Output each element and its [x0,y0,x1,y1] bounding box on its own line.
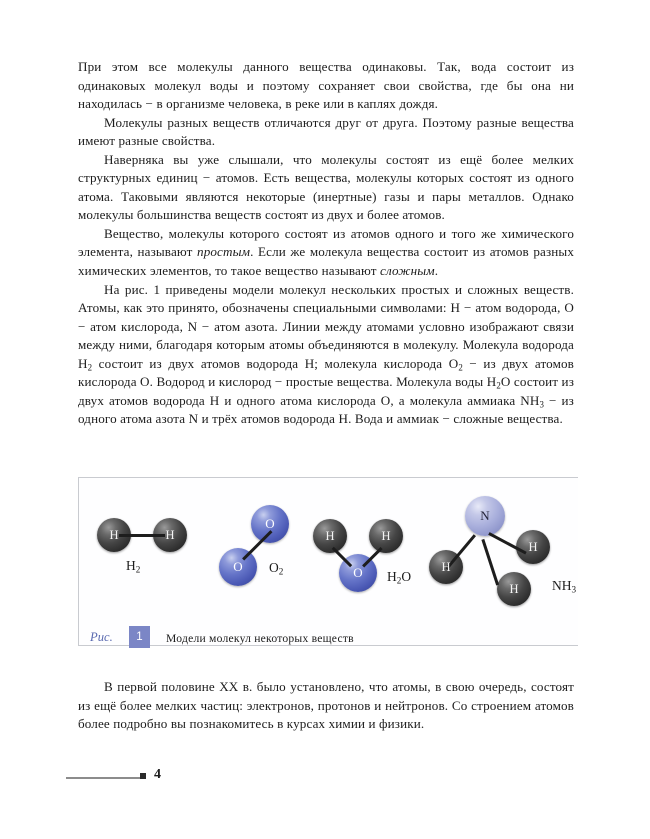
term-prostym: простым [197,244,251,260]
caption-label: Рис. [90,630,113,644]
atom-oxygen-center: O [339,554,377,592]
term-slozhnym: сложным [380,263,435,279]
atom-hydrogen-1: H [97,518,131,552]
subscript-nh3: 3 [539,399,545,410]
body-text-top [78,58,574,429]
paragraph-2: Молекулы разных веществ отличаются друг от друга. Поэтому разные вещества имеют разные свойства. [78,114,574,149]
atom-hydrogen-a: H [429,550,463,584]
formula-o2: $O_2$ [269,560,284,577]
atom-nitrogen: N [465,496,505,536]
atom-hydrogen-2: H [153,518,187,552]
atom-hydrogen-b: H [497,572,531,606]
subscript-h2o: 2 [496,380,501,391]
paragraph-3: Наверняка вы уже слышали, что молекулы состоят из ещё более мелких структурных единиц − атомов. Есть вещества, молекулы которых состоят из одного атома. Таковыми являются некоторые (инертные) газы и пары металлов. Однако молекулы большинства веществ состоят из двух и более атомов. [78,151,574,223]
atom-oxygen-1: O [251,505,289,543]
atom-hydrogen-left: H [313,519,347,553]
water-molecule [307,513,437,598]
paragraph-4: Вещество, молекулы которого состоят из атомов одного и того же химического элемента, называют простым. Если же молекула вещества состоит из атомов разных химических элементов, то такое вещество называют сложным. [78,225,574,279]
subscript-h2: 2 [87,362,93,373]
page-footer [66,767,206,786]
paragraph-6: В первой половине XX в. было установлено, что атомы, в свою очередь, состоят из ещё более мелких частиц: электронов, протонов и нейтронов. Со строением атомов более подробно вы познакомитесь в курсах химии и физики. [78,679,574,732]
body-text-bottom [78,678,574,734]
atom-hydrogen-right: H [369,519,403,553]
formula-h2o: $H_2O$ [387,569,412,586]
figure-1 [78,477,578,645]
hydrogen-molecule [93,508,203,578]
figure-caption [78,628,578,650]
page-number: 4 [154,767,161,782]
caption-text: Модели молекул некоторых веществ [166,632,354,645]
subscript-o2: 2 [458,362,463,373]
ammonia-molecule [427,494,577,614]
bond-h-h [119,534,165,537]
paragraph-1: При этом все молекулы данного вещества одинаковы. Так, вода состоит из одинаковых молекул воды и поэтому сохраняет свои свойства, где бы она ни находилась − в организме человека, в реке или в каплях дождя. [78,59,574,112]
atom-oxygen-2: O [219,548,257,586]
formula-nh3: $NH_3$ [552,578,577,595]
atom-hydrogen-c: H [516,530,550,564]
caption-number-badge: 1 [129,626,150,648]
footer-rule [66,777,140,779]
bond-n-h-bottom [482,539,499,585]
formula-h2: $H_2$ [126,558,141,575]
footer-square-marker [140,773,146,779]
paragraph-5: На рис. 1 приведены модели молекул нескольких простых и сложных веществ. Атомы, как это принято, обозначены специальными символами: H − атом водорода, O − атом кислорода, N − атом азота. Линии между атомами условно изображают связи между ними, благодаря которым атомы объединяются в молекулу. Молекула водорода $H_2$ состоит из двух атомов водорода H; молекула кислорода $O_2$ − из двух атомов кислорода O. Водород и кислород − простые вещества. Молекула воды $H_2O$ состоит из двух атомов водорода H и одного атома кислорода O, а молекула аммиака $NH_3$ − из одного атома азота N и трёх атомов водорода H. Вода и аммиак − сложные вещества. [78,281,574,427]
